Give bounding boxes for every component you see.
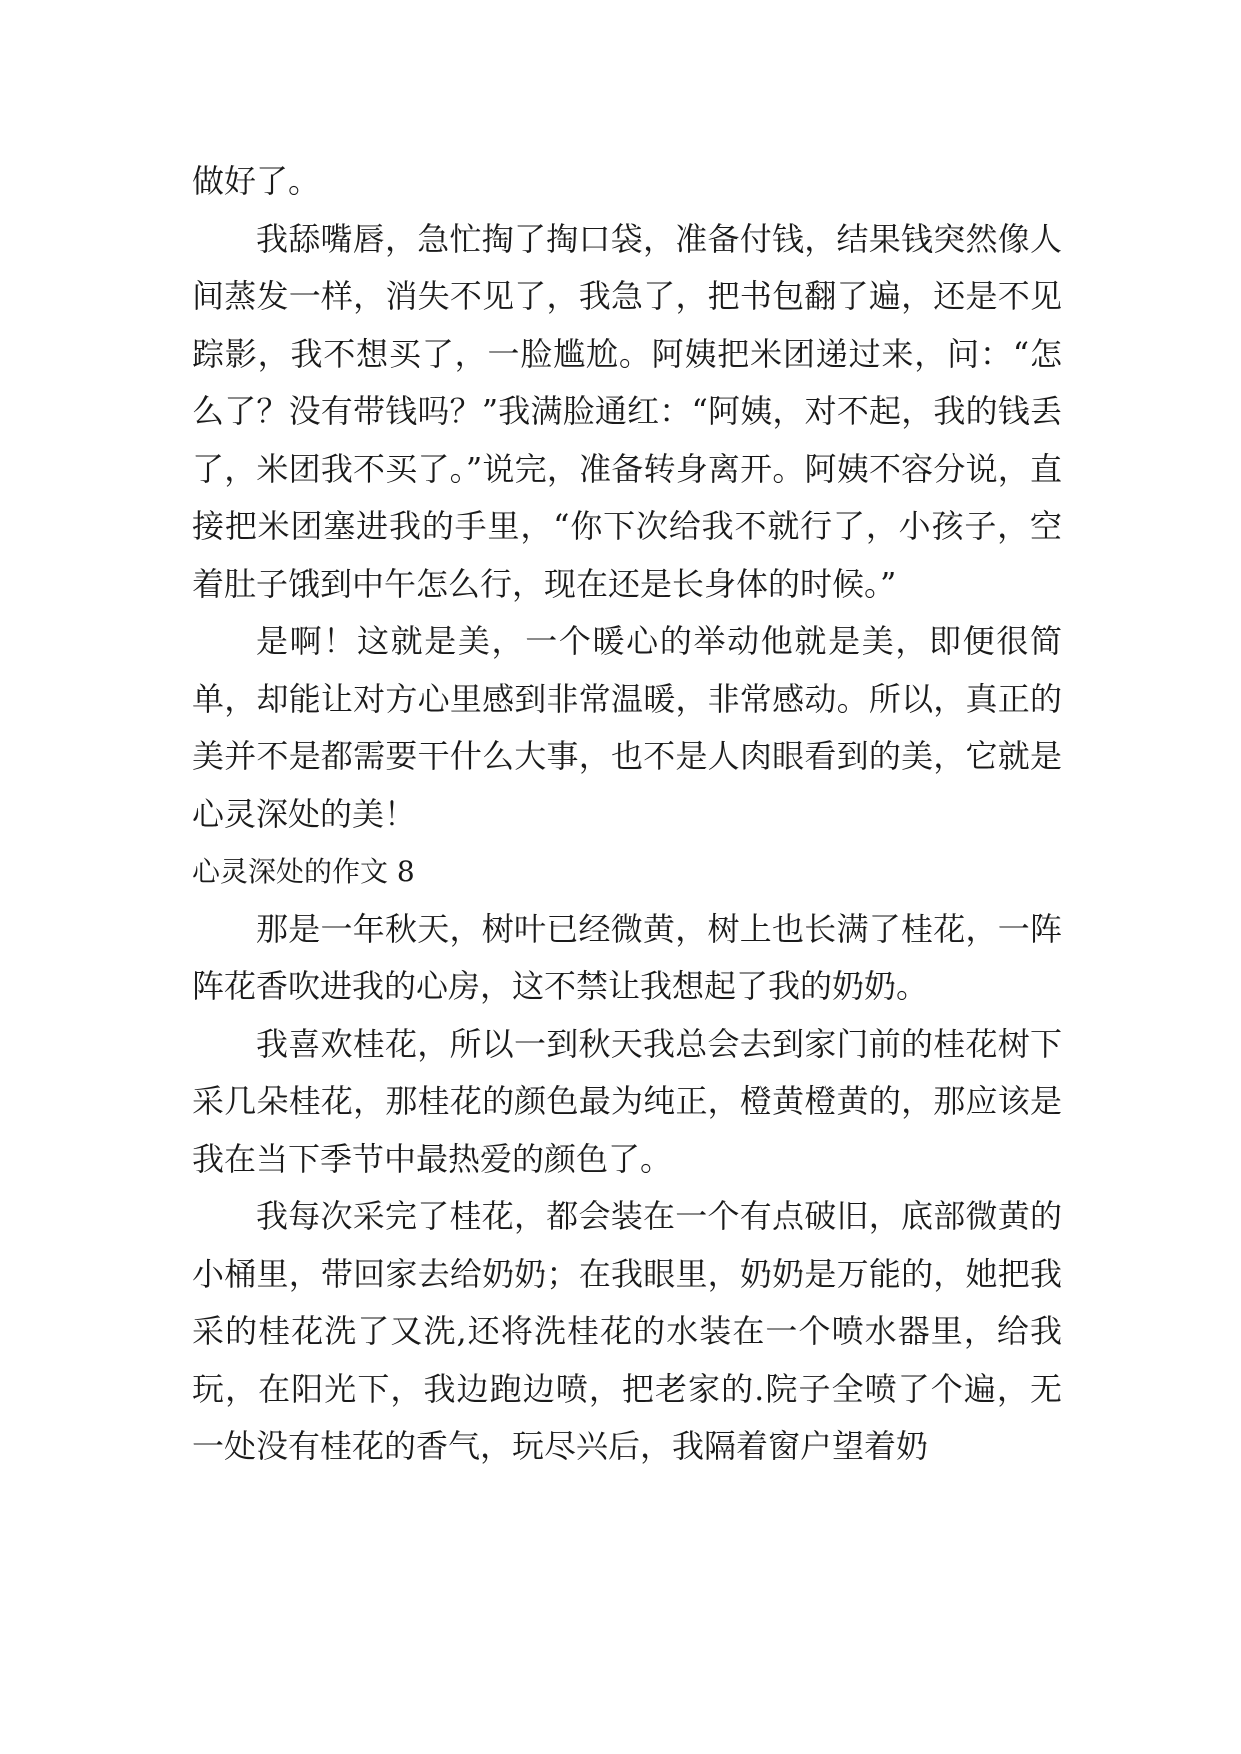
paragraph: 我喜欢桂花，所以一到秋天我总会去到家门前的桂花树下采几朵桂花，那桂花的颜色最为纯正，橙黄橙黄的，那应该是我在当下季节中最热爱的颜色了。 (192, 1024, 1062, 1178)
document-body (192, 153, 1062, 1476)
paragraph: 那是一年秋天，树叶已经微黄，树上也长满了桂花，一阵阵花香吹进我的心房，这不禁让我想起了我的奶奶。 (192, 909, 1062, 1005)
paragraph-continuation: 做好了。 (192, 162, 321, 200)
paragraph: 我每次采完了桂花，都会装在一个有点破旧，底部微黄的小桶里，带回家去给奶奶；在我眼里，奶奶是万能的，她把我采的桂花洗了又洗,还将洗桂花的水装在一个喷水器里，给我玩，在阳光下，我边跑边喷，把老家的.院子全喷了个遍，无一处没有桂花的香气，玩尽兴后，我隔着窗户望着奶 (192, 1197, 1062, 1465)
section-heading: 心灵深处的作文 8 (192, 855, 415, 888)
paragraph: 是啊！这就是美，一个暖心的举动他就是美，即便很简单，却能让对方心里感到非常温暖，非常感动。所以，真正的美并不是都需要干什么大事，也不是人肉眼看到的美，它就是心灵深处的美！ (192, 622, 1062, 833)
paragraph: 我舔嘴唇，急忙掏了掏口袋，准备付钱，结果钱突然像人间蒸发一样，消失不见了，我急了，把书包翻了遍，还是不见踪影，我不想买了，一脸尴尬。阿姨把米团递过来，问：“怎么了？没有带钱吗？”我满脸通红：“阿姨，对不起，我的钱丢了，米团我不买了。”说完，准备转身离开。阿姨不容分说，直接把米团塞进我的手里，“你下次给我不就行了，小孩子，空着肚子饿到中午怎么行，现在还是长身体的时候。” (192, 219, 1062, 603)
